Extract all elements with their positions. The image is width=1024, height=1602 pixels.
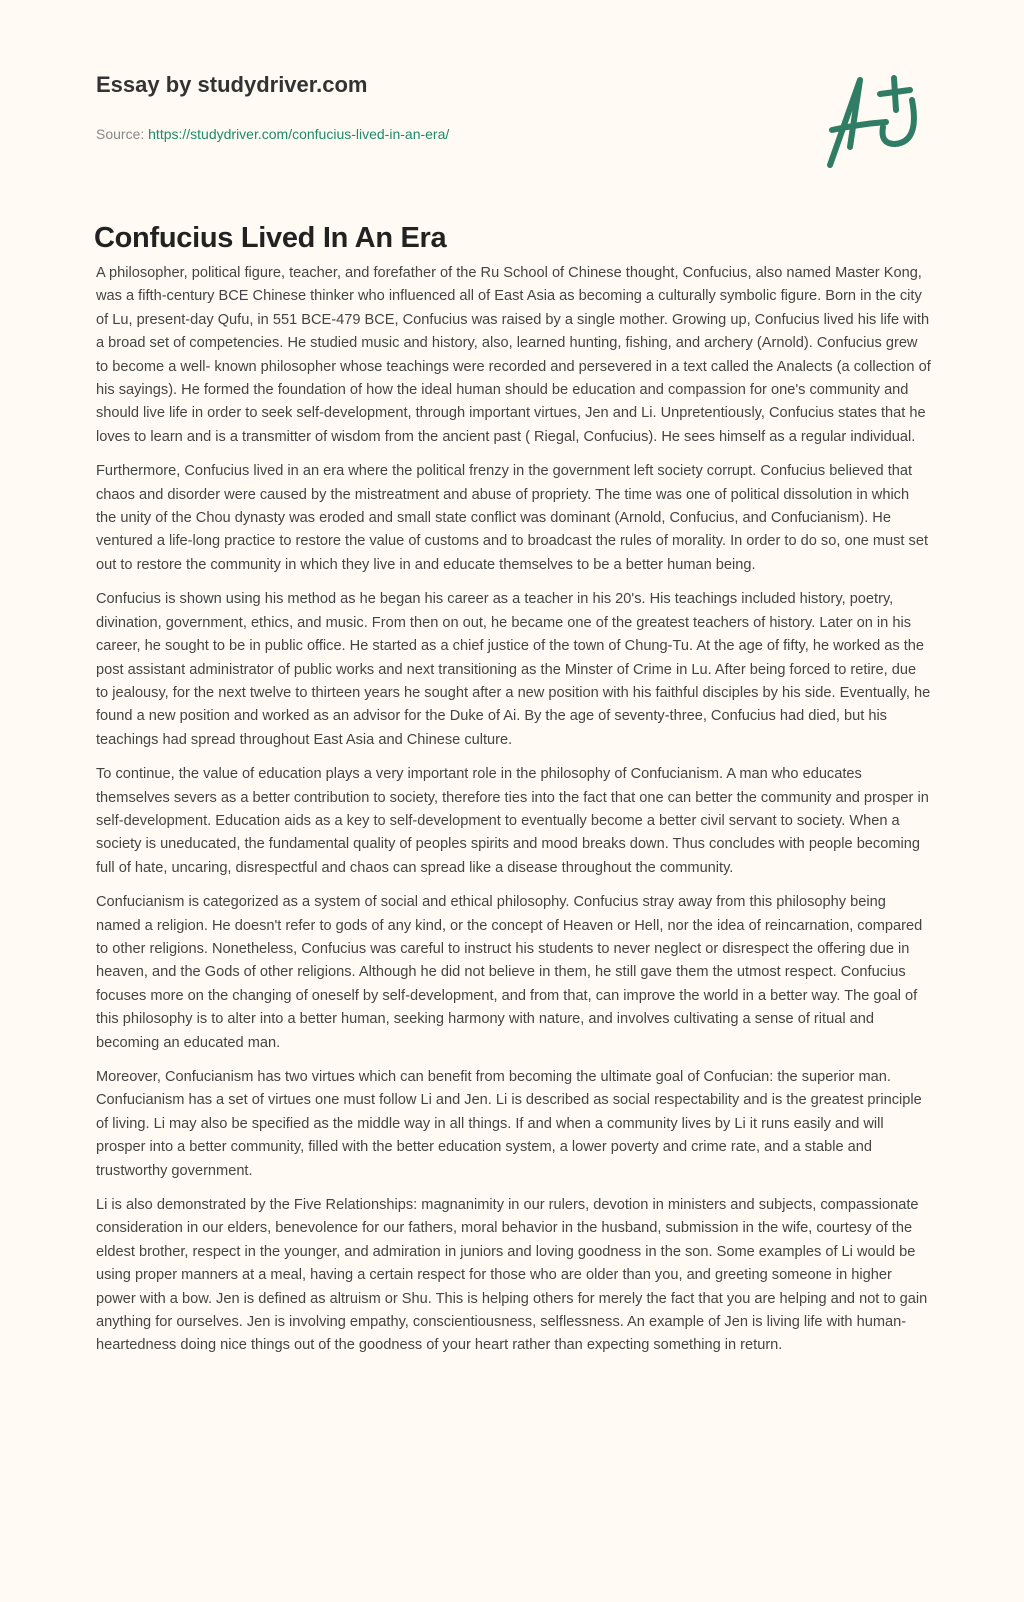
source-link[interactable]: https://studydriver.com/confucius-lived-in-an-era/ <box>148 126 450 142</box>
site-title: Essay by studydriver.com <box>96 72 368 97</box>
essay-title: Confucius Lived In An Era <box>94 222 447 254</box>
essay-body <box>96 262 932 1369</box>
essay-paragraph: Confucianism is categorized as a system of social and ethical philosophy. Confucius stray away from this philosophy being named a religion. He doesn't refer to gods of any kind, or the concept of Heaven or Hell, nor the idea of reincarnation, compared to other religions. Nonetheless, Confucius was careful to instruct his students to never neglect or disrespect the offering due in heaven, and the Gods of other religions. Although he did not believe in them, he still gave them the utmost respect. Confucius focuses more on the changing of oneself by self-development, and from that, can improve the world in a better way. The goal of this philosophy is to alter into a better human, seeking harmony with nature, and involves cultivating a sense of ritual and becoming an educated man. <box>96 894 923 1051</box>
source-label: Source: <box>96 126 145 142</box>
essay-paragraph: Moreover, Confucianism has two virtues which can benefit from becoming the ultimate goal of Confucian: the superior man. Confucianism has a set of virtues one must follow Li and Jen. Li is described as social respectability and is the greatest principle of living. Li may also be specified as the middle way in all things. If and when a community lives by Li it runs easily and will prosper into a better community, filled with the better education system, a lower poverty and crime rate, and a stable and trustworthy government. <box>96 1069 922 1179</box>
a-plus-logo-icon <box>820 72 920 172</box>
essay-paragraph: A philosopher, political figure, teacher, and forefather of the Ru School of Chinese thought, Confucius, also named Master Kong, was a fifth-century BCE Chinese thinker who influenced all of East Asia as becoming a culturally symbolic figure. Born in the city of Lu, present-day Qufu, in 551 BCE-479 BCE, Confucius was raised by a single mother. Growing up, Confucius lived his life with a broad set of competencies. He studied music and history, also, learned hunting, fishing, and archery (Arnold). Confucius grew to become a well- known philosopher whose teachings were recorded and persevered in a text called the Analects (a collection of his sayings). He formed the foundation of how the ideal human should be education and compassion for one's community and should live life in order to seek self-development, through important virtues, Jen and Li. Unpretentiously, Confucius states that he loves to learn and is a transmitter of wisdom from the ancient past ( Riegal, Confucius). He sees himself as a regular individual. <box>96 265 931 445</box>
essay-paragraph: To continue, the value of education plays a very important role in the philosophy of Confucianism. A man who educates themselves severs as a better contribution to society, therefore ties into the fact that one can better the community and prosper in self-development. Education aids as a key to self-development to eventually become a better civil servant to society. When a society is uneducated, the fundamental quality of peoples spirits and mood breaks down. Thus concludes with people becoming full of hate, uncaring, disrespectful and chaos can spread like a disease throughout the community. <box>96 766 929 876</box>
source-line <box>96 126 449 142</box>
essay-paragraph: Li is also demonstrated by the Five Relationships: magnanimity in our rulers, devotion in ministers and subjects, compassionate consideration in our elders, benevolence for our fathers, moral behavior in the husband, submission in the wife, courtesy of the eldest brother, respect in the younger, and admiration in juniors and loving goodness in the son. Some examples of Li would be using proper manners at a meal, having a certain respect for those who are older than you, and greeting someone in higher power with a bow. Jen is defined as altruism or Shu. This is helping others for merely the fact that you are helping and not to gain anything for ourselves. Jen is involving empathy, conscientiousness, selflessness. An example of Jen is living life with human-heartedness doing nice things out of the goodness of your heart rather than expecting something in return. <box>96 1197 928 1354</box>
essay-paragraph: Confucius is shown using his method as he began his career as a teacher in his 20's. His teachings included history, poetry, divination, government, ethics, and music. From then on out, he became one of the greatest teachers of history. Later on in his career, he sought to be in public office. He started as a chief justice of the town of Chung-Tu. At the age of fifty, he worked as the post assistant administrator of public works and next transitioning as the Minster of Crime in Lu. After being forced to retire, due to jealousy, for the next twelve to thirteen years he sought after a new position with his faithful disciples by his side. Eventually, he found a new position and worked as an advisor for the Duke of Ai. By the age of seventy-three, Confucius had died, but his teachings had spread throughout East Asia and Chinese culture. <box>96 591 931 748</box>
essay-paragraph: Furthermore, Confucius lived in an era where the political frenzy in the government left society corrupt. Confucius believed that chaos and disorder were caused by the mistreatment and abuse of propriety. The time was one of political dissolution in which the unity of the Chou dynasty was eroded and small state conflict was dominant (Arnold, Confucius, and Confucianism). He ventured a life-long practice to restore the value of customs and to broadcast the rules of morality. In order to do so, one must set out to restore the community in which they live in and educate themselves to be a better human being. <box>96 463 929 573</box>
